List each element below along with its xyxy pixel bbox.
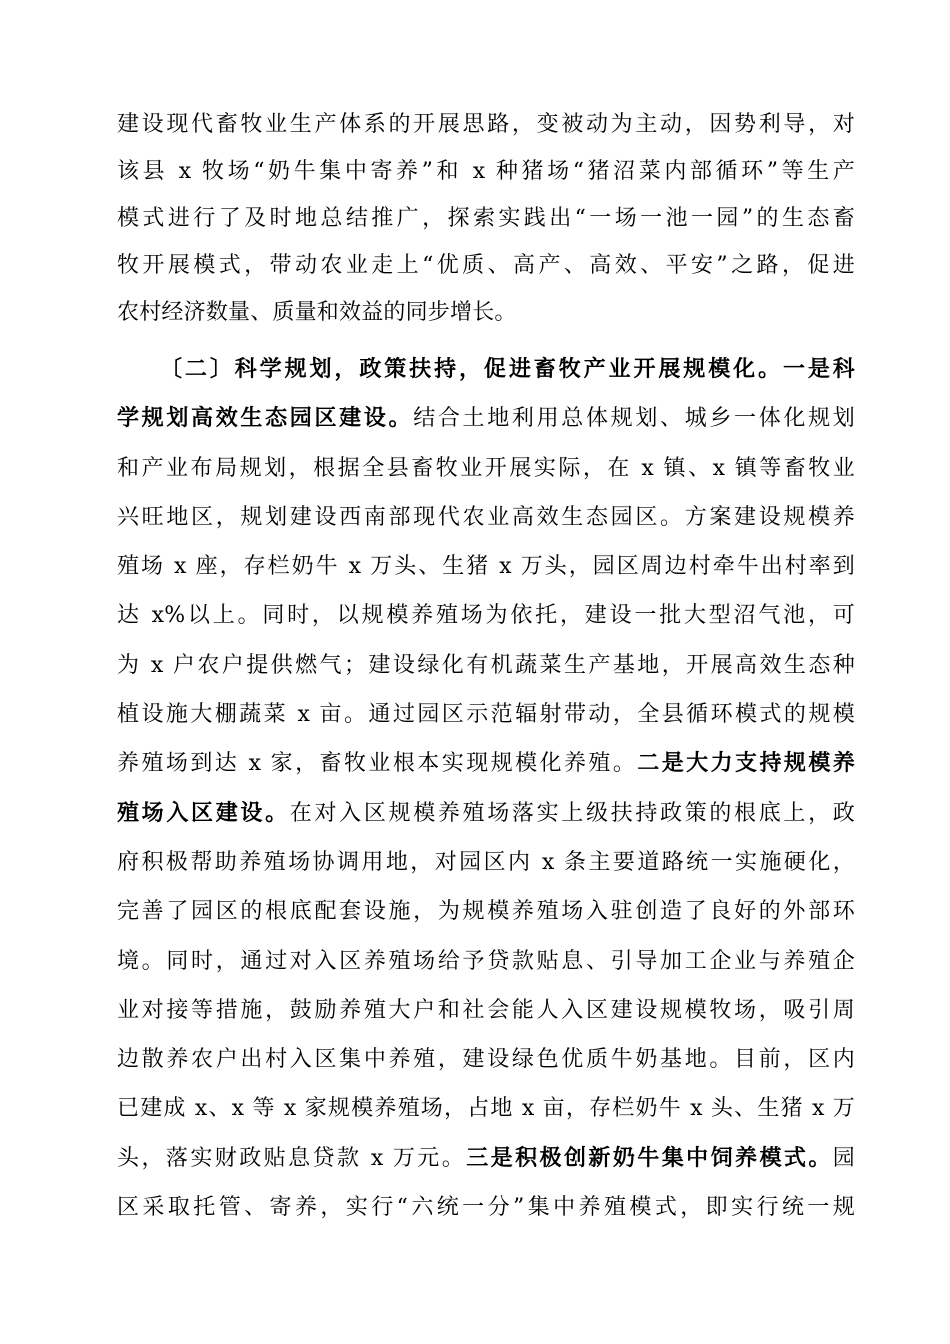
body-text: 植设施大棚蔬菜 x 亩。通过园区示范辐射带动，全县循环模式的规模 [117, 702, 855, 728]
body-text: 园 [832, 1145, 855, 1171]
text-line [117, 887, 855, 936]
text-line [117, 1183, 855, 1232]
text-line [117, 394, 855, 443]
body-text: 业对接等措施，鼓励养殖大户和社会能人入区建设规模牧场，吸引周 [117, 997, 855, 1023]
body-text: 模式进行了及时地总结推广，探索实践出“一场一池一园”的生态畜 [117, 206, 855, 231]
text-line [117, 444, 855, 493]
body-text: 达 x%以上。同时，以规模养殖场为依托，建设一批大型沼气池，可 [117, 603, 855, 629]
body-text: 已建成 x、x 等 x 家规模养殖场，占地 x 亩，存栏奶牛 x 头、生猪 x 万 [117, 1096, 855, 1122]
body-text: 殖场 x 座，存栏奶牛 x 万头、生猪 x 万头，园区周边村牵牛出村率到 [117, 554, 855, 580]
text-line [117, 345, 855, 394]
body-text: 建设现代畜牧业生产体系的开展思路，变被动为主动，因势利导，对 [117, 112, 855, 137]
text-line [117, 148, 855, 195]
body-text: 结合土地利用总体规划、城乡一体化规划 [413, 406, 855, 432]
text-line [117, 986, 855, 1035]
document-page [117, 101, 855, 1232]
text-line [117, 242, 855, 289]
bold-heading-text: 三是积极创新奶牛集中饲养模式。 [466, 1144, 833, 1171]
body-text: 境。同时，通过对入区养殖场给予贷款贴息、引导加工企业与养殖企 [117, 948, 855, 974]
body-text: 区采取托管、寄养，实行“六统一分”集中养殖模式，即实行统一规 [117, 1195, 855, 1221]
paragraph [117, 345, 855, 1232]
text-line [117, 289, 855, 336]
body-text: 农村经济数量、质量和效益的同步增长。 [117, 300, 517, 325]
body-text: 养殖场到达 x 家，畜牧业根本实现规模化养殖。 [117, 751, 638, 777]
text-line [117, 1084, 855, 1133]
text-line [117, 493, 855, 542]
body-text: 牧开展模式，带动农业走上“优质、高产、高效、平安”之路，促进 [117, 253, 855, 278]
body-text: 边散养农户出村入区集中养殖，建设绿色优质牛奶基地。目前，区内 [117, 1047, 855, 1073]
text-line [117, 739, 855, 788]
body-text: 为 x 户农户提供燃气；建设绿化有机蔬菜生产基地，开展高效生态种 [117, 652, 855, 678]
body-text: 该县 x 牧场“奶牛集中寄养”和 x 种猪场“猪沼菜内部循环”等生产 [117, 159, 855, 184]
body-text: 在对入区规模养殖场落实上级扶持政策的根底上，政 [289, 800, 855, 826]
text-line [117, 789, 855, 838]
text-line [117, 1035, 855, 1084]
paragraph [117, 101, 855, 336]
text-line [117, 690, 855, 739]
text-line [117, 641, 855, 690]
bold-heading-text: 二是大力支持规模养 [637, 750, 855, 777]
text-line [117, 838, 855, 887]
bold-heading-text: 殖场入区建设。 [117, 799, 290, 826]
text-line [117, 937, 855, 986]
bold-heading-text: 〔二〕科学规划，政策扶持，促进畜牧产业开展规模化。一是科 [160, 356, 855, 382]
body-text: 和产业布局规划，根据全县畜牧业开展实际，在 x 镇、x 镇等畜牧业 [117, 455, 855, 481]
body-text: 兴旺地区，规划建设西南部现代农业高效生态园区。方案建设规模养 [117, 504, 855, 530]
text-line [117, 195, 855, 242]
text-line [117, 542, 855, 591]
text-line [117, 1134, 855, 1183]
body-text: 府积极帮助养殖场协调用地，对园区内 x 条主要道路统一实施硬化， [117, 849, 855, 875]
body-text: 头，落实财政贴息贷款 x 万元。 [117, 1145, 467, 1171]
text-line [117, 101, 855, 148]
bold-heading-text: 学规划高效生态园区建设。 [117, 405, 414, 432]
text-line [117, 591, 855, 640]
body-text: 完善了园区的根底配套设施，为规模养殖场入驻创造了良好的外部环 [117, 899, 855, 925]
